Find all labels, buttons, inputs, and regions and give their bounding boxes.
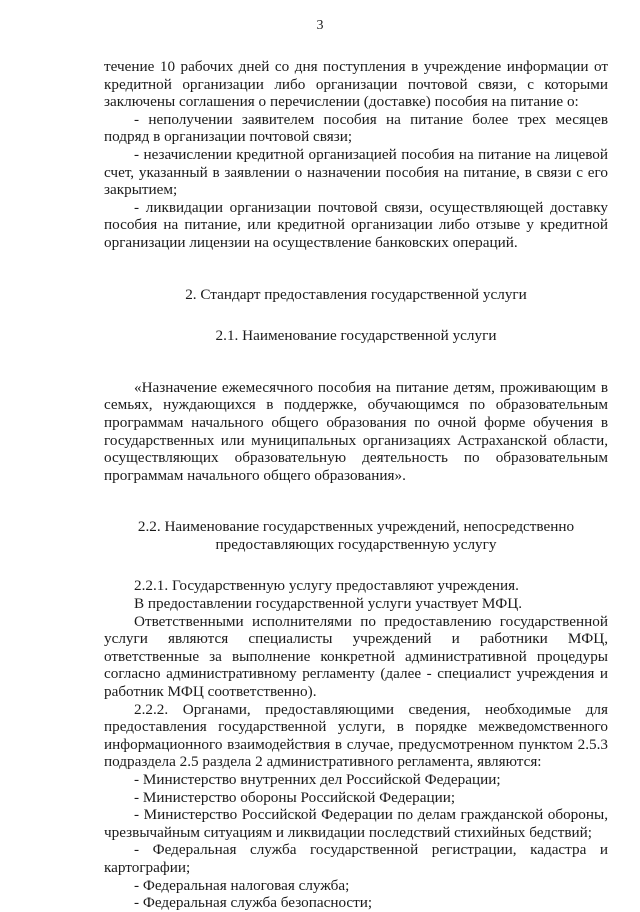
list-item-rosreestr: - Федеральная служба государственной регистрации, кадастра и картографии; [104, 841, 608, 876]
list-item-mvd: - Министерство внутренних дел Российской Федерации; [134, 771, 501, 788]
list-item-emergency: - Министерство Российской Федерации по делам гражданской обороны, чрезвычайным ситуациям и ликвидации последствий стихийных бедствий; [104, 806, 608, 841]
list-item-noncrediting: - незачислении кредитной организацией пособия на питание на лицевой счет, указанный в заявлении о назначении пособия на питание, в связи с его закрытием; [104, 145, 608, 199]
subsection-heading-2-2-line2: предоставляющих государственную услугу [215, 535, 497, 553]
paragraph-responsible: Ответственными исполнителями по предоставлению государственной услуги являются специалисты учреждений и работники МФЦ, ответственные за выполнение конкретной административной процедуры согласно административному регламенту (далее - специалист учреждения и работник МФЦ соответственно). [104, 612, 608, 701]
section-heading-2: 2. Стандарт предоставления государственной услуги [185, 285, 527, 303]
paragraph-2-2-1: 2.2.1. Государственную услугу предоставляют учреждения. [134, 577, 519, 595]
page-number: 3 [316, 18, 324, 33]
list-item-liquidation: - ликвидации организации почтовой связи, осуществляющей доставку пособия на питание, или кредитной организации либо отзыве у кредитной организации лицензии на осуществление банковских операций. [104, 198, 608, 251]
paragraph-mfc: В предоставлении государственной услуги участвует МФЦ. [134, 595, 522, 613]
list-item-defense: - Министерство обороны Российской Федерации; [134, 788, 456, 806]
paragraph-continuation: течение 10 рабочих дней со дня поступления в учреждение информации от кредитной организации либо организации почтовой связи, с которыми заключены соглашения о перечислении (доставке) пособия на питание о: [104, 58, 608, 111]
list-item-nonreceipt: - неполучении заявителем пособия на питание более трех месяцев подряд в организации почтовой связи; [104, 110, 608, 146]
subsection-heading-2-1: 2.1. Наименование государственной услуги [215, 327, 497, 345]
service-name-paragraph: «Назначение ежемесячного пособия на питание детям, проживающим в семьях, нуждающихся в поддержке, обучающимся по образовательным программам начального общего образования по очной форме обучения в государственных или муниципальных организациях Астраханской области, осуществляющих образовательную деятельность по образовательным программам начального общего образования». [104, 378, 608, 484]
list-item-tax: - Федеральная налоговая служба; [134, 876, 350, 894]
paragraph-2-2-2: 2.2.2. Органами, предоставляющими сведения, необходимые для предоставления государственной услуги, в порядке межведомственного информационного взаимодействия в случае, предусмотренном пунктом 2.5.3 подраздела 2.5 раздела 2 административного регламента, являются: [104, 700, 608, 771]
document-body [104, 58, 608, 912]
subsection-heading-2-2-line1: 2.2. Наименование государственных учреждений, непосредственно [137, 518, 575, 536]
list-item-security: - Федеральная служба безопасности; [134, 894, 373, 912]
